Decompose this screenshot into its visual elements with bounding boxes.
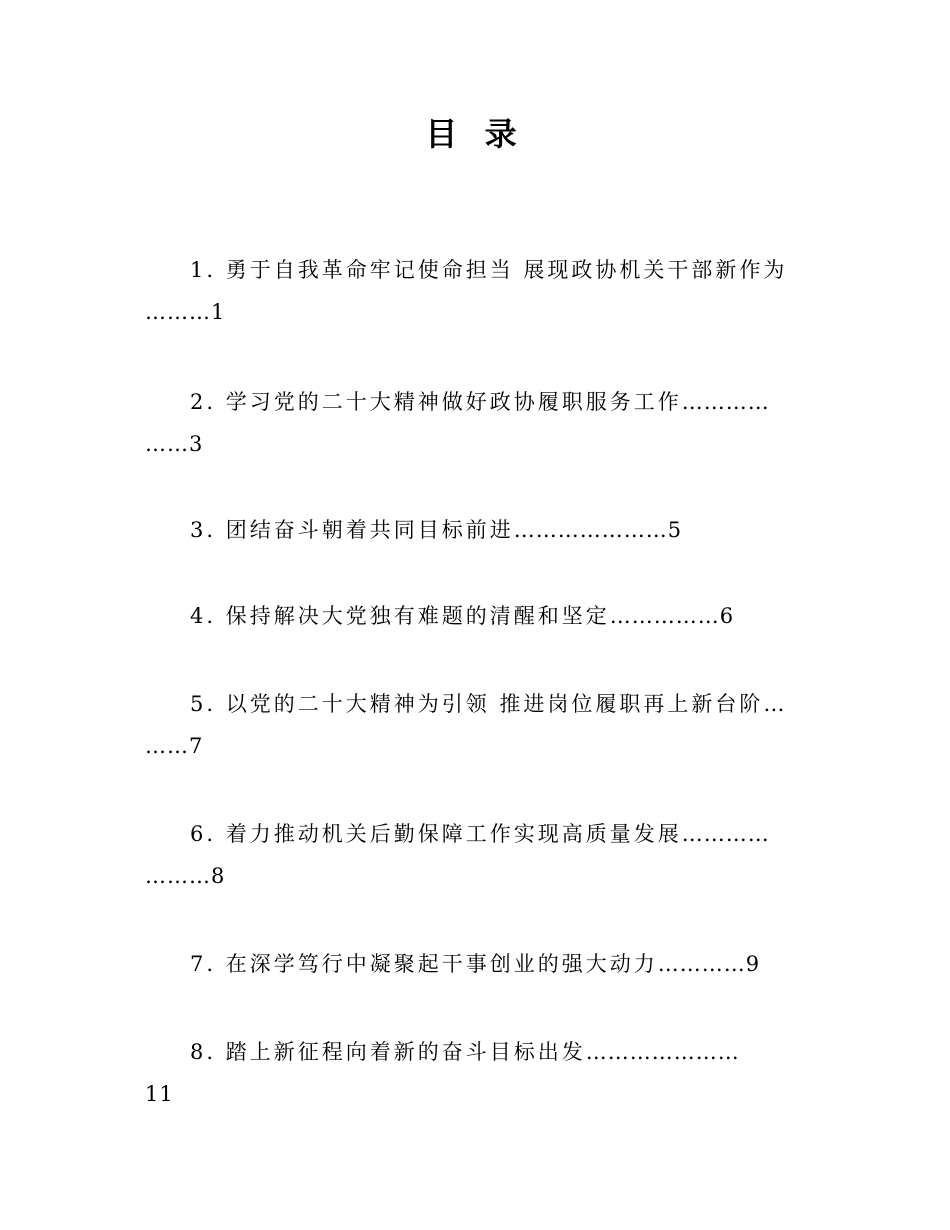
toc-entry-number: 1. (190, 258, 217, 282)
toc-entry-title: 在深学笃行中凝聚起干事创业的强大动力 (225, 952, 658, 976)
toc-entry-8-continuation (145, 1072, 825, 1116)
toc-entry-number: 3. (190, 518, 217, 542)
toc-entry-5-continuation (145, 724, 825, 768)
toc-page-number: 7 (189, 734, 204, 758)
toc-leader-dots: ……… (145, 300, 211, 324)
toc-entry-6 (145, 812, 870, 856)
toc-entry-title: 保持解决大党独有难题的清醒和坚定 (225, 604, 610, 628)
toc-entry-number: 5. (190, 692, 217, 716)
toc-leader-dots: ………… (681, 822, 770, 846)
toc-leader-dots: …… (145, 432, 189, 456)
toc-entry-2-continuation (145, 422, 825, 466)
toc-leader-dots: … (763, 692, 786, 716)
toc-page-number: 8 (211, 864, 226, 888)
toc-leader-dots: ………… (657, 952, 746, 976)
toc-leader-dots: ………………… (513, 518, 668, 542)
toc-entry-4 (145, 594, 870, 638)
toc-entry-title: 着力推动机关后勤保障工作实现高质量发展 (225, 822, 682, 846)
toc-page-number: 11 (145, 1082, 174, 1106)
toc-page-number: 9 (745, 952, 761, 976)
toc-entry-1-continuation (145, 290, 825, 334)
toc-leader-dots: ………………… (585, 1040, 740, 1064)
toc-leader-dots: ……… (145, 864, 211, 888)
toc-entry-number: 6. (190, 822, 217, 846)
toc-entry-title: 团结奋斗朝着共同目标前进 (225, 518, 514, 542)
toc-page-number: 5 (667, 518, 683, 542)
toc-entry-number: 2. (190, 390, 217, 414)
toc-entry-title: 踏上新征程向着新的奋斗目标出发 (225, 1040, 586, 1064)
toc-page-number: 3 (189, 432, 204, 456)
toc-entry-title: 勇于自我革命牢记使命担当 展现政协机关干部新作为 (225, 258, 788, 282)
toc-entry-1 (145, 248, 870, 292)
toc-entry-number: 7. (190, 952, 217, 976)
toc-entry-6-continuation (145, 854, 825, 898)
toc-entry-7 (145, 942, 870, 986)
toc-entry-title: 学习党的二十大精神做好政协履职服务工作 (225, 390, 682, 414)
toc-page-number: 1 (211, 300, 226, 324)
toc-page-number: 6 (719, 604, 735, 628)
toc-entry-number: 8. (190, 1040, 217, 1064)
toc-entry-8 (145, 1030, 870, 1074)
toc-entry-5 (145, 682, 870, 726)
page-title: 目 录 (425, 115, 525, 153)
toc-entry-title: 以党的二十大精神为引领 推进岗位履职再上新台阶 (225, 692, 764, 716)
toc-leader-dots: …… (145, 734, 189, 758)
toc-entry-2 (145, 380, 870, 424)
toc-entry-number: 4. (190, 604, 217, 628)
toc-leader-dots: …………… (609, 604, 720, 628)
toc-leader-dots: ………… (681, 390, 770, 414)
toc-entry-3 (145, 508, 870, 552)
